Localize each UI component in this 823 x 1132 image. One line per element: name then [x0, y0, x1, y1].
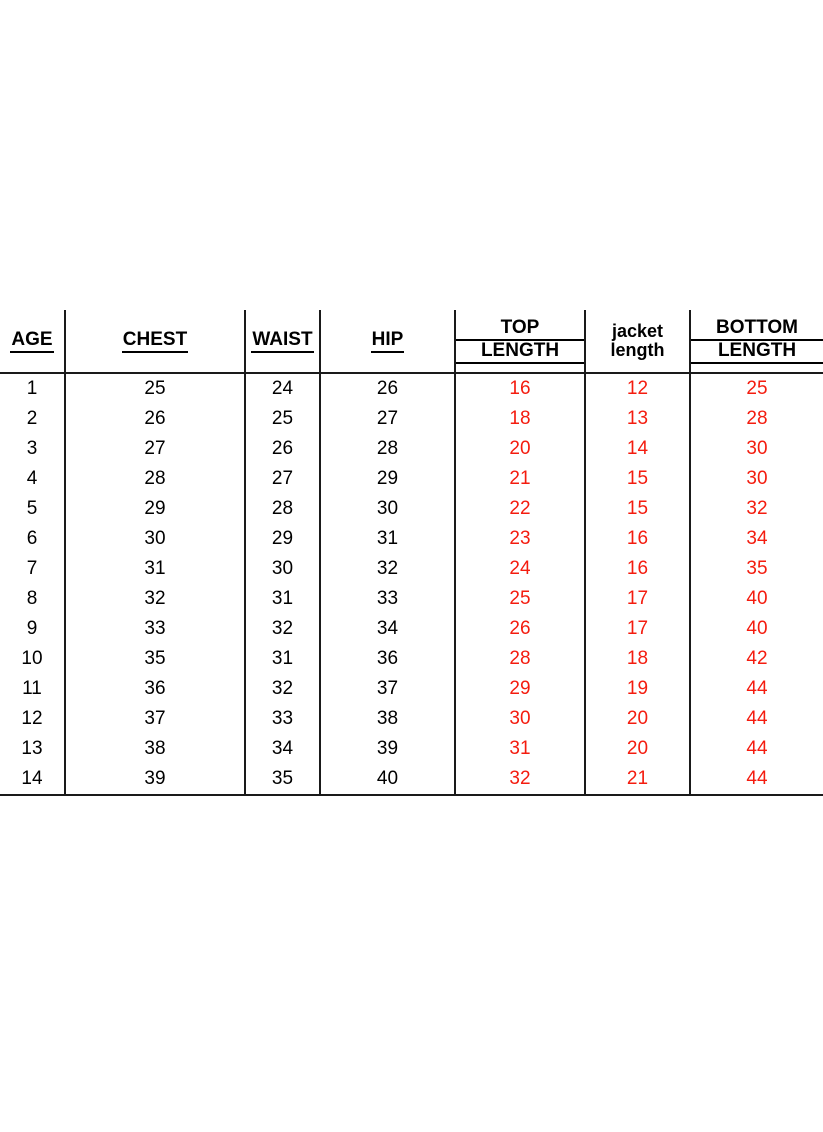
cell-top-length: 22 — [455, 494, 585, 524]
cell-chest: 37 — [65, 704, 245, 734]
cell-age: 7 — [26, 558, 38, 579]
cell-jacket-length: 15 — [585, 464, 690, 494]
cell-jacket-length: 15 — [585, 494, 690, 524]
table-row — [0, 494, 823, 524]
cell-chest: 36 — [65, 674, 245, 704]
size-chart-container — [0, 310, 823, 796]
cell-waist: 27 — [245, 464, 320, 494]
column-header-jacket-length-line2: length — [610, 340, 665, 360]
cell-top-length: 20 — [455, 434, 585, 464]
column-header-waist-label: WAIST — [251, 330, 313, 353]
cell-waist: 32 — [245, 614, 320, 644]
cell-chest: 33 — [65, 614, 245, 644]
cell-jacket-length: 19 — [585, 674, 690, 704]
cell-jacket-length: 14 — [585, 434, 690, 464]
cell-age: 4 — [26, 468, 38, 489]
cell-chest: 29 — [65, 494, 245, 524]
cell-chest: 25 — [65, 373, 245, 404]
column-header-top-length-line2: LENGTH — [456, 341, 584, 364]
column-header-top-length — [455, 310, 585, 373]
cell-bottom-length: 44 — [690, 764, 823, 795]
table-row — [0, 674, 823, 704]
cell-top-length: 24 — [455, 554, 585, 584]
cell-chest: 38 — [65, 734, 245, 764]
cell-bottom-length: 44 — [690, 704, 823, 734]
cell-hip: 31 — [320, 524, 455, 554]
cell-top-length: 23 — [455, 524, 585, 554]
cell-bottom-length: 40 — [690, 584, 823, 614]
cell-jacket-length: 12 — [585, 373, 690, 404]
table-row — [0, 373, 823, 404]
cell-age: 13 — [21, 738, 43, 759]
cell-top-length: 18 — [455, 404, 585, 434]
cell-waist: 33 — [245, 704, 320, 734]
cell-age: 14 — [0, 764, 65, 795]
cell-top-length: 28 — [455, 644, 585, 674]
table-row — [0, 524, 823, 554]
table-body — [0, 373, 823, 795]
cell-bottom-length: 35 — [690, 554, 823, 584]
table-row — [0, 704, 823, 734]
cell-hip: 38 — [320, 704, 455, 734]
cell-jacket-length: 17 — [585, 584, 690, 614]
cell-bottom-length: 30 — [690, 464, 823, 494]
cell-waist: 24 — [245, 373, 320, 404]
cell-top-length: 25 — [455, 584, 585, 614]
column-header-bottom-length-line2: LENGTH — [691, 341, 823, 364]
cell-jacket-length: 18 — [585, 644, 690, 674]
column-header-hip — [320, 310, 455, 373]
cell-top-length: 29 — [455, 674, 585, 704]
cell-age: 10 — [21, 648, 43, 669]
cell-bottom-length: 34 — [690, 524, 823, 554]
column-header-waist — [245, 310, 320, 373]
table-row — [0, 614, 823, 644]
cell-waist: 35 — [245, 764, 320, 795]
cell-age: 11 — [22, 678, 42, 699]
column-header-age — [0, 310, 65, 373]
table-row — [0, 734, 823, 764]
cell-age: 12 — [21, 708, 43, 729]
cell-waist: 32 — [245, 674, 320, 704]
cell-top-length: 31 — [455, 734, 585, 764]
column-header-jacket-length-line1: jacket — [611, 321, 664, 341]
cell-top-length: 26 — [455, 614, 585, 644]
table-header — [0, 310, 823, 373]
table-row — [0, 584, 823, 614]
cell-bottom-length: 30 — [690, 434, 823, 464]
cell-jacket-length: 17 — [585, 614, 690, 644]
table-row — [0, 644, 823, 674]
cell-hip: 28 — [320, 434, 455, 464]
column-header-bottom-length-line1: BOTTOM — [691, 318, 823, 341]
cell-chest: 35 — [65, 644, 245, 674]
column-header-bottom-length — [690, 310, 823, 373]
cell-bottom-length: 42 — [690, 644, 823, 674]
cell-top-length: 16 — [455, 373, 585, 404]
cell-top-length: 32 — [455, 764, 585, 795]
cell-hip: 34 — [320, 614, 455, 644]
cell-hip: 30 — [320, 494, 455, 524]
column-header-hip-label: HIP — [371, 330, 405, 353]
cell-age: 1 — [26, 378, 38, 399]
cell-jacket-length: 16 — [585, 554, 690, 584]
cell-bottom-length: 28 — [690, 404, 823, 434]
cell-age: 6 — [26, 528, 38, 549]
cell-hip: 40 — [320, 764, 455, 795]
cell-jacket-length: 20 — [585, 704, 690, 734]
cell-chest: 26 — [65, 404, 245, 434]
cell-chest: 28 — [65, 464, 245, 494]
cell-chest: 27 — [65, 434, 245, 464]
cell-hip: 27 — [320, 404, 455, 434]
cell-chest: 31 — [65, 554, 245, 584]
cell-chest: 32 — [65, 584, 245, 614]
cell-waist: 34 — [245, 734, 320, 764]
cell-bottom-length: 40 — [690, 614, 823, 644]
cell-age: 2 — [26, 408, 38, 429]
cell-bottom-length: 44 — [690, 674, 823, 704]
cell-waist: 25 — [245, 404, 320, 434]
cell-jacket-length: 21 — [585, 764, 690, 795]
cell-waist: 26 — [245, 434, 320, 464]
column-header-age-label: AGE — [10, 330, 53, 353]
cell-hip: 37 — [320, 674, 455, 704]
table-row — [0, 404, 823, 434]
cell-hip: 33 — [320, 584, 455, 614]
table-row — [0, 464, 823, 494]
table-row — [0, 434, 823, 464]
cell-top-length: 21 — [455, 464, 585, 494]
column-header-jacket-length — [585, 310, 690, 373]
cell-bottom-length: 25 — [690, 373, 823, 404]
cell-age: 8 — [26, 588, 38, 609]
column-header-chest — [65, 310, 245, 373]
cell-chest: 30 — [65, 524, 245, 554]
cell-hip: 39 — [320, 734, 455, 764]
cell-waist: 29 — [245, 524, 320, 554]
cell-top-length: 30 — [455, 704, 585, 734]
cell-jacket-length: 16 — [585, 524, 690, 554]
cell-chest: 39 — [65, 764, 245, 795]
cell-waist: 31 — [245, 584, 320, 614]
cell-bottom-length: 44 — [690, 734, 823, 764]
cell-waist: 30 — [245, 554, 320, 584]
cell-waist: 31 — [245, 644, 320, 674]
table-row — [0, 764, 823, 795]
cell-hip: 32 — [320, 554, 455, 584]
cell-hip: 26 — [320, 373, 455, 404]
cell-waist: 28 — [245, 494, 320, 524]
column-header-chest-label: CHEST — [122, 330, 188, 353]
cell-bottom-length: 32 — [690, 494, 823, 524]
cell-hip: 36 — [320, 644, 455, 674]
cell-age: 3 — [26, 438, 38, 459]
cell-jacket-length: 20 — [585, 734, 690, 764]
cell-hip: 29 — [320, 464, 455, 494]
size-chart-table — [0, 310, 823, 796]
header-row — [0, 310, 823, 373]
cell-jacket-length: 13 — [585, 404, 690, 434]
table-row — [0, 554, 823, 584]
cell-age: 9 — [26, 618, 38, 639]
column-header-top-length-line1: TOP — [456, 318, 584, 341]
cell-age: 5 — [26, 498, 38, 519]
